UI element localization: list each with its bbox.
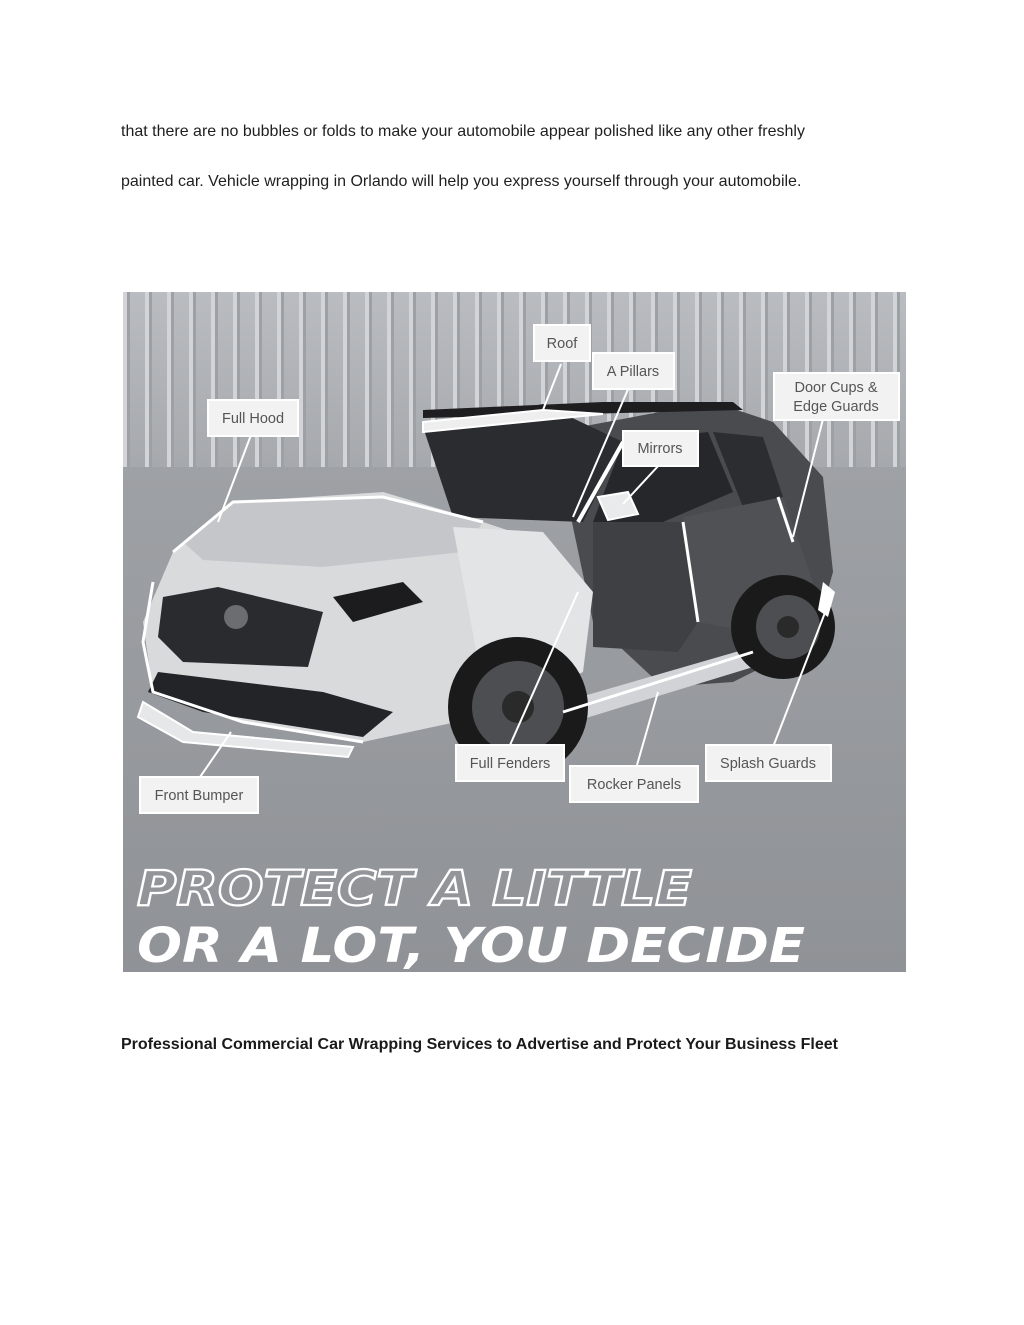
callout-door-cups-edge-guards bbox=[774, 373, 899, 420]
svg-text:Splash Guards: Splash Guards bbox=[720, 756, 816, 772]
banner-line-2: OR A LOT, YOU DECIDE bbox=[137, 918, 806, 972]
callout-a-pillars bbox=[593, 353, 674, 389]
svg-text:Mirrors: Mirrors bbox=[637, 441, 683, 457]
svg-text:A Pillars: A Pillars bbox=[606, 364, 660, 380]
callout-splash-guards bbox=[706, 745, 831, 781]
callout-rocker-panels bbox=[570, 766, 698, 802]
svg-text:Full Fenders: Full Fenders bbox=[469, 756, 551, 772]
callout-full-fenders bbox=[456, 745, 564, 781]
svg-text:Edge Guards: Edge Guards bbox=[793, 399, 879, 415]
callout-mirrors bbox=[623, 431, 698, 466]
callout-full-hood bbox=[208, 400, 298, 436]
callout-front-bumper bbox=[140, 777, 258, 813]
svg-text:Full Hood: Full Hood bbox=[221, 411, 285, 427]
svg-text:Roof: Roof bbox=[546, 336, 578, 352]
banner-line-1: PROTECT A LITTLE bbox=[137, 861, 693, 917]
callout-roof bbox=[534, 325, 590, 361]
svg-text:Front Bumper: Front Bumper bbox=[154, 788, 244, 804]
car-ppf-diagram-image bbox=[123, 292, 906, 972]
svg-text:Rocker Panels: Rocker Panels bbox=[586, 777, 682, 793]
paragraph-line-1: that there are no bubbles or folds to make your automobile appear polished like any other freshly bbox=[121, 123, 805, 140]
section-heading: Professional Commercial Car Wrapping Services to Advertise and Protect Your Business Fleet bbox=[121, 1036, 838, 1053]
paragraph-line-2: painted car. Vehicle wrapping in Orlando will help you express yourself through your automobile. bbox=[121, 173, 802, 190]
svg-text:Door Cups &: Door Cups & bbox=[794, 380, 878, 396]
